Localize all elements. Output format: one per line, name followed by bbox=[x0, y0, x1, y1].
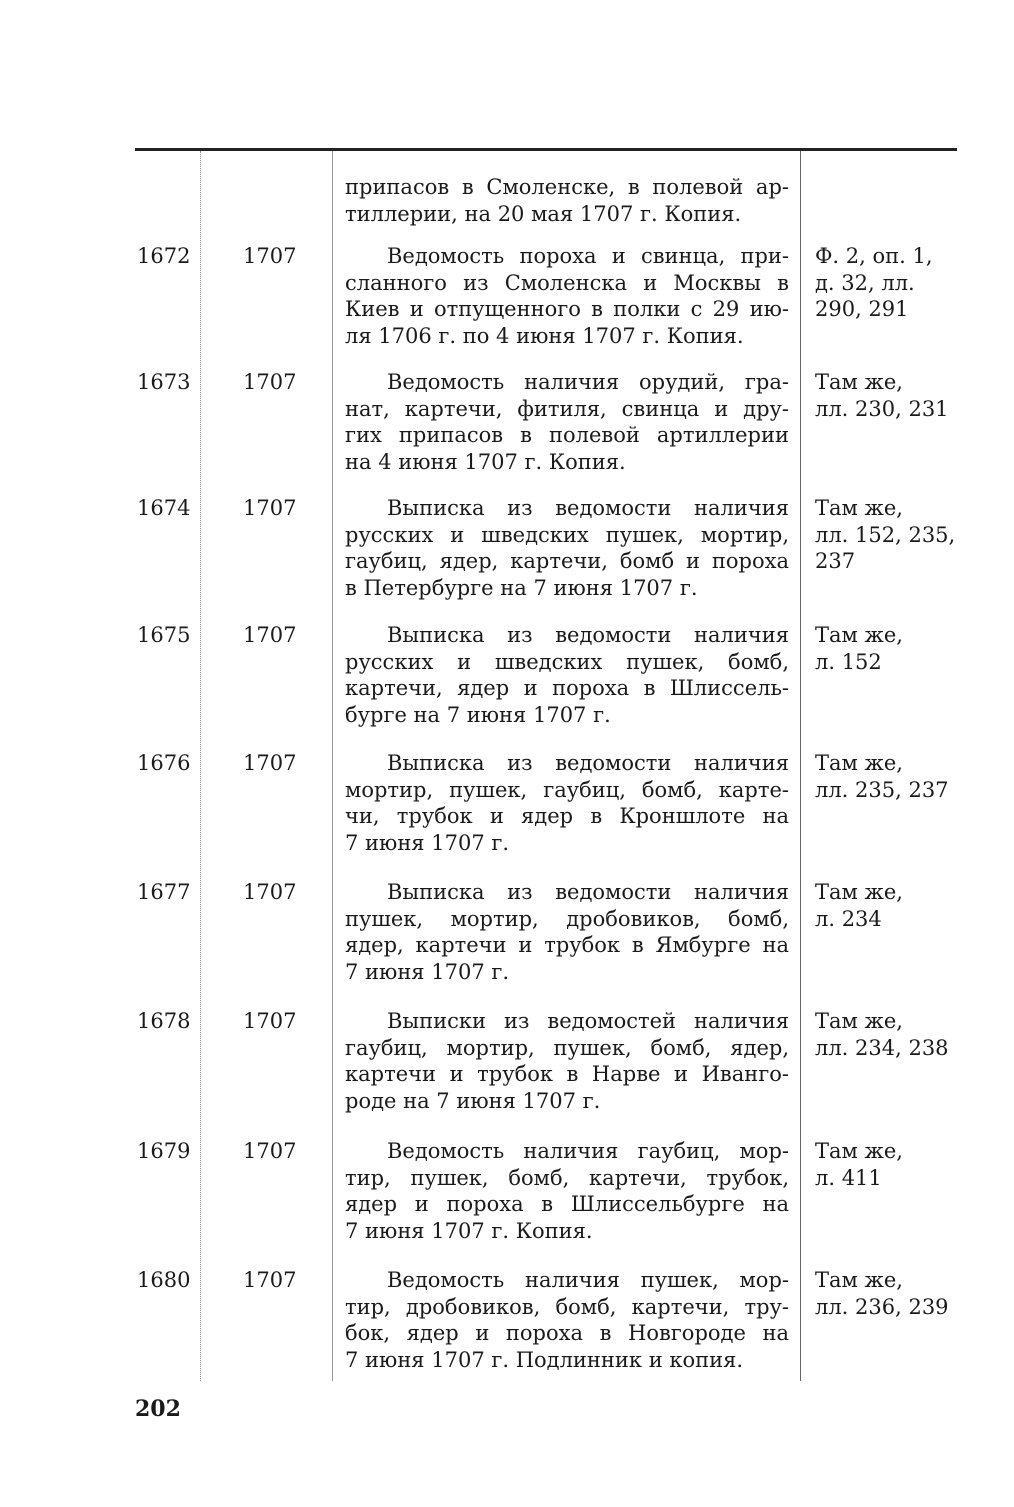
entry-number: 1673 bbox=[137, 370, 191, 394]
entry-source bbox=[815, 879, 960, 932]
source-line: л. 152 bbox=[815, 649, 882, 674]
source-line: л. 411 bbox=[815, 1165, 882, 1190]
entry-number: 1680 bbox=[137, 1268, 191, 1292]
desc-line: тиллерии, на 20 мая 1707 г. Копия. bbox=[345, 201, 742, 226]
source-line: Там же, bbox=[815, 1139, 903, 1163]
entry-description bbox=[345, 369, 789, 475]
entry-description bbox=[345, 1008, 789, 1114]
desc-line: в Петербурге на 7 июня 1707 г. bbox=[345, 575, 698, 600]
desc-line: ля 1706 г. по 4 июня 1707 г. Копия. bbox=[345, 323, 744, 348]
entry-source bbox=[815, 1267, 960, 1320]
entry-number: 1676 bbox=[137, 751, 191, 775]
source-line: 290, 291 bbox=[815, 297, 909, 321]
desc-line: нат, картечи, фитиля, свинца и дру- bbox=[345, 396, 789, 421]
desc-line: мортир, пушек, гаубиц, бомб, карте- bbox=[345, 777, 789, 802]
desc-line: Киев и отпущенного в полки с 29 ию- bbox=[345, 297, 789, 321]
source-line: Там же, bbox=[815, 751, 903, 775]
entry-description bbox=[345, 243, 789, 349]
entry-source bbox=[815, 243, 960, 323]
entry-source bbox=[815, 369, 960, 422]
entry-description bbox=[345, 1267, 789, 1373]
source-line: лл. 235, 237 bbox=[815, 777, 949, 802]
desc-line: Ведомость наличия пушек, мор- bbox=[387, 1268, 789, 1292]
desc-line: картечи и трубок в Нарве и Иванго- bbox=[345, 1062, 789, 1086]
page-number: 202 bbox=[135, 1396, 181, 1422]
source-line: Там же, bbox=[815, 1009, 903, 1033]
desc-line: Ведомость наличия орудий, гра- bbox=[387, 370, 789, 394]
entry-number: 1679 bbox=[137, 1139, 191, 1163]
desc-line: Выписки из ведомостей наличия bbox=[387, 1009, 789, 1033]
desc-line: гаубиц, ядер, картечи, бомб и пороха bbox=[345, 549, 789, 573]
desc-line: 7 июня 1707 г. bbox=[345, 959, 510, 984]
desc-line: ядер и пороха в Шлиссельбурге на bbox=[345, 1192, 789, 1216]
entry-year: 1707 bbox=[243, 1268, 297, 1292]
entry-year: 1707 bbox=[243, 623, 297, 647]
desc-line: гих припасов в полевой артиллерии bbox=[345, 423, 789, 447]
desc-line: русских и шведских пушек, мортир, bbox=[345, 522, 789, 547]
entry-description bbox=[345, 495, 789, 601]
entry-year: 1707 bbox=[243, 496, 297, 520]
entry-number: 1672 bbox=[137, 244, 191, 268]
source-line: Там же, bbox=[815, 1268, 903, 1292]
column-divider-3 bbox=[800, 151, 801, 1381]
desc-line: сланного из Смоленска и Москвы в bbox=[345, 270, 789, 295]
entry-number: 1674 bbox=[137, 496, 191, 520]
desc-line: бурге на 7 июня 1707 г. bbox=[345, 702, 611, 727]
desc-line: ядер, картечи и трубок в Ямбурге на bbox=[345, 933, 789, 957]
desc-line: тир, пушек, бомб, картечи, трубок, bbox=[345, 1165, 789, 1190]
desc-line: Выписка из ведомости наличия bbox=[387, 496, 789, 520]
desc-line: Выписка из ведомости наличия bbox=[387, 880, 789, 904]
desc-line: гаубиц, мортир, пушек, бомб, ядер, bbox=[345, 1035, 789, 1060]
desc-line: Выписка из ведомости наличия bbox=[387, 751, 789, 775]
source-line: лл. 152, 235, bbox=[815, 522, 956, 547]
desc-line: роде на 7 июня 1707 г. bbox=[345, 1088, 601, 1113]
top-rule bbox=[135, 148, 957, 151]
desc-line: Ведомость наличия гаубиц, мор- bbox=[387, 1139, 789, 1163]
column-divider-1 bbox=[200, 151, 201, 1381]
source-line: л. 234 bbox=[815, 906, 882, 931]
source-line: лл. 236, 239 bbox=[815, 1294, 949, 1319]
column-divider-2 bbox=[332, 151, 333, 1381]
entry-year: 1707 bbox=[243, 880, 297, 904]
entry-number: 1675 bbox=[137, 623, 191, 647]
desc-line: припасов в Смоленске, в полевой ар- bbox=[345, 175, 789, 199]
desc-line: бок, ядер и пороха в Новгороде на bbox=[345, 1321, 789, 1345]
desc-line: Выписка из ведомости наличия bbox=[387, 623, 789, 647]
entry-number: 1677 bbox=[137, 880, 191, 904]
entry-description bbox=[345, 1138, 789, 1244]
source-line: 237 bbox=[815, 549, 856, 573]
desc-line: 7 июня 1707 г. bbox=[345, 830, 510, 855]
entry-number: 1678 bbox=[137, 1009, 191, 1033]
entry-year: 1707 bbox=[243, 244, 297, 268]
desc-line: на 4 июня 1707 г. Копия. bbox=[345, 449, 626, 474]
source-line: Там же, bbox=[815, 370, 903, 394]
entry-description bbox=[345, 750, 789, 856]
source-line: Там же, bbox=[815, 623, 903, 647]
entry-year: 1707 bbox=[243, 1139, 297, 1163]
desc-line: 7 июня 1707 г. Подлинник и копия. bbox=[345, 1347, 744, 1372]
entry-source bbox=[815, 750, 960, 803]
entry-source bbox=[815, 1138, 960, 1191]
desc-line: 7 июня 1707 г. Копия. bbox=[345, 1218, 593, 1243]
entry-description bbox=[345, 879, 789, 985]
source-line: лл. 234, 238 bbox=[815, 1035, 949, 1060]
continuation-text bbox=[345, 174, 789, 227]
entry-year: 1707 bbox=[243, 1009, 297, 1033]
source-line: лл. 230, 231 bbox=[815, 396, 949, 421]
desc-line: Ведомость пороха и свинца, при- bbox=[387, 244, 789, 268]
desc-line: картечи, ядер и пороха в Шлиссель- bbox=[345, 676, 789, 700]
source-line: д. 32, лл. bbox=[815, 270, 915, 295]
entry-year: 1707 bbox=[243, 751, 297, 775]
entry-source bbox=[815, 622, 960, 675]
entry-source bbox=[815, 1008, 960, 1061]
source-line: Ф. 2, оп. 1, bbox=[815, 244, 933, 268]
source-line: Там же, bbox=[815, 880, 903, 904]
entry-source bbox=[815, 495, 960, 575]
source-line: Там же, bbox=[815, 496, 903, 520]
desc-line: русских и шведских пушек, бомб, bbox=[345, 649, 789, 674]
desc-line: пушек, мортир, дробовиков, бомб, bbox=[345, 906, 789, 931]
desc-line: тир, дробовиков, бомб, картечи, тру- bbox=[345, 1294, 789, 1319]
entry-description bbox=[345, 622, 789, 728]
desc-line: чи, трубок и ядер в Кроншлоте на bbox=[345, 804, 789, 828]
entry-year: 1707 bbox=[243, 370, 297, 394]
